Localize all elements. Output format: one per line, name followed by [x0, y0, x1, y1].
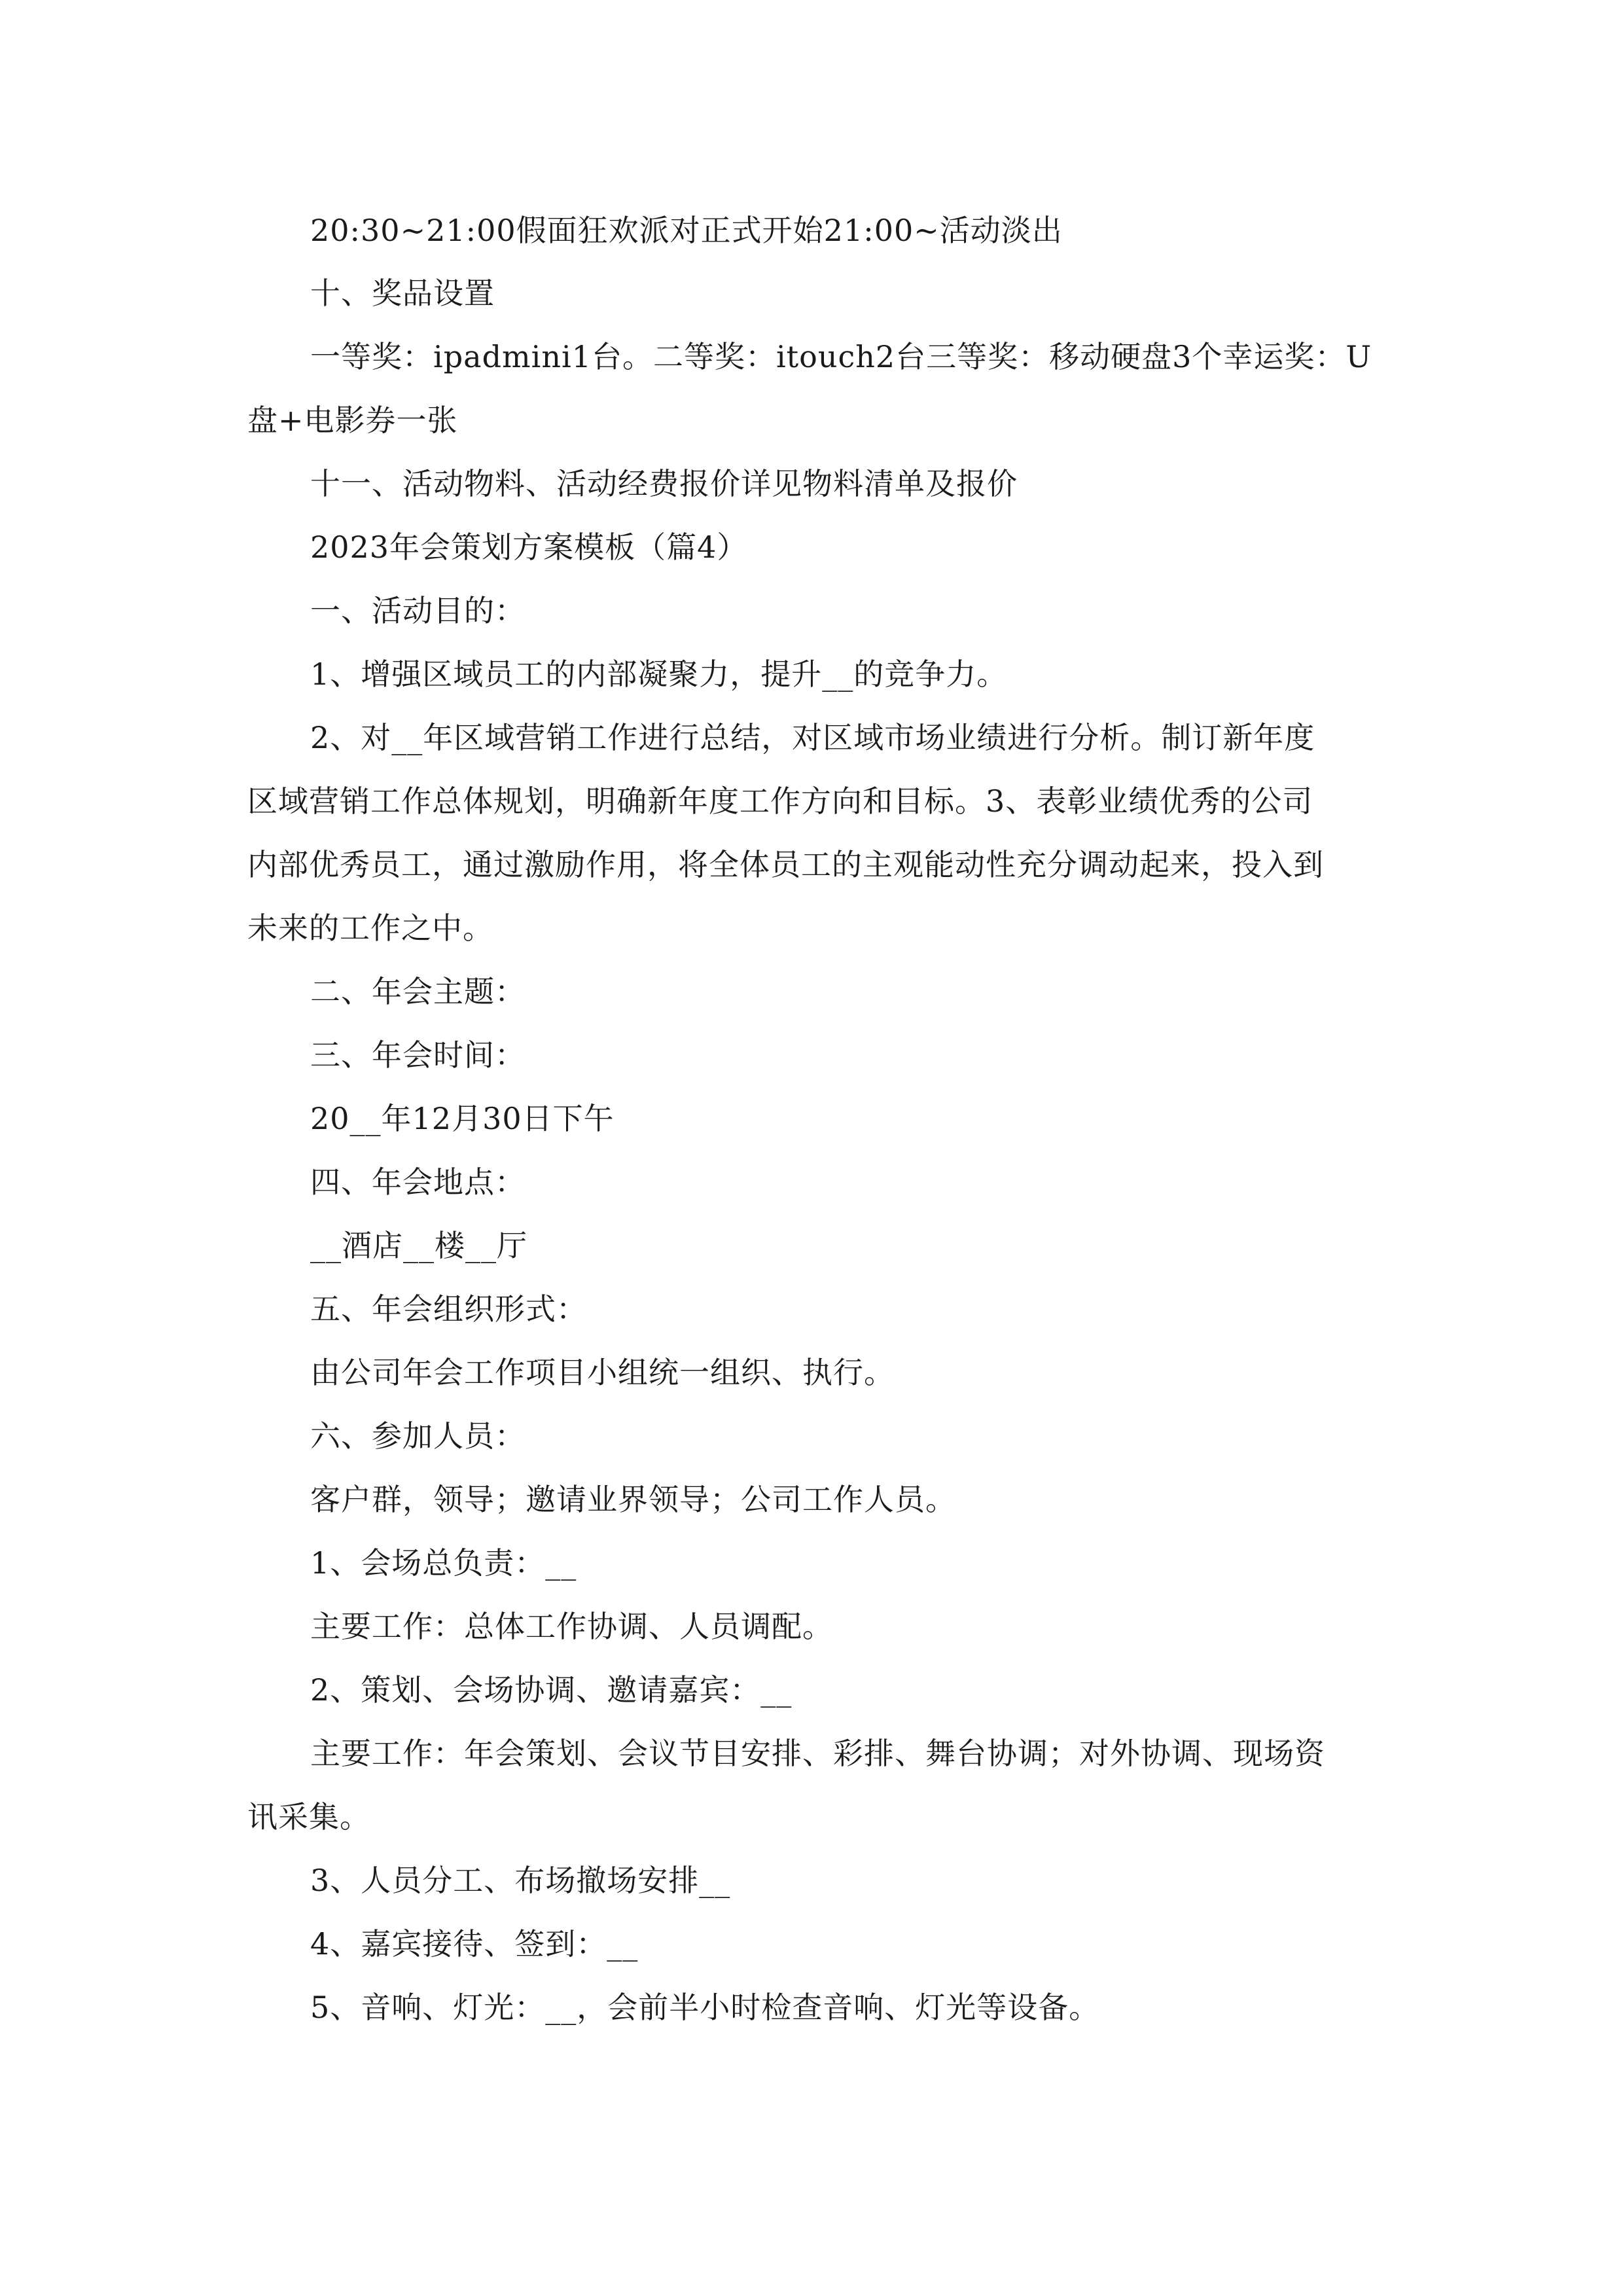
heading-purpose: 一、活动目的： — [310, 593, 526, 628]
text-line-role-5: 5、音响、灯光：__，会前半小时检查音响、灯光等设备。 — [310, 1990, 1100, 2025]
text-line-purpose-3-cont: 内部优秀员工，通过激励作用，将全体员工的主观能动性充分调动起来，投入到 — [247, 847, 1324, 882]
text-line-role-4: 4、嘉宾接待、签到：__ — [310, 1926, 639, 1962]
text-line-role-2: 2、策划、会场协调、邀请嘉宾：__ — [310, 1672, 793, 1708]
heading-prizes: 十、奖品设置 — [310, 276, 495, 311]
text-line-location: __酒店__楼__厅 — [310, 1228, 527, 1263]
heading-format: 五、年会组织形式： — [310, 1291, 587, 1327]
text-line-prizes: 一等奖：ipadmini1台。二等奖：itouch2台三等奖：移动硬盘3个幸运奖：U — [310, 339, 1372, 374]
heading-time: 三、年会时间： — [310, 1037, 526, 1073]
text-line-role-2-duties-cont: 讯采集。 — [247, 1799, 370, 1835]
text-line-participants: 客户群，领导；邀请业界领导；公司工作人员。 — [310, 1482, 956, 1517]
text-line-prizes-cont: 盘+电影券一张 — [247, 403, 458, 438]
text-line-role-3: 3、人员分工、布场撤场安排__ — [310, 1863, 731, 1898]
text-line-time: 20__年12月30日下午 — [310, 1101, 615, 1136]
text-line-role-1: 1、会场总负责：__ — [310, 1545, 577, 1581]
text-line-role-1-duties: 主要工作：总体工作协调、人员调配。 — [310, 1609, 833, 1644]
text-line-schedule: 20:30~21:00假面狂欢派对正式开始21:00~活动淡出 — [310, 213, 1063, 248]
heading-participants: 六、参加人员： — [310, 1418, 526, 1454]
section-title: 2023年会策划方案模板（篇4） — [310, 529, 748, 565]
heading-materials: 十一、活动物料、活动经费报价详见物料清单及报价 — [310, 466, 1018, 501]
heading-location: 四、年会地点： — [310, 1164, 526, 1200]
text-line-format: 由公司年会工作项目小组统一组织、执行。 — [310, 1355, 895, 1390]
text-line-purpose-3-end: 未来的工作之中。 — [247, 910, 493, 946]
heading-theme: 二、年会主题： — [310, 974, 526, 1009]
text-line-purpose-2-cont: 区域营销工作总体规划，明确新年度工作方向和目标。3、表彰业绩优秀的公司 — [247, 783, 1313, 819]
text-line-purpose-1: 1、增强区域员工的内部凝聚力，提升__的竞争力。 — [310, 656, 1008, 692]
text-line-role-2-duties: 主要工作：年会策划、会议节目安排、彩排、舞台协调；对外协调、现场资 — [310, 1736, 1325, 1771]
text-line-purpose-2: 2、对__年区域营销工作进行总结，对区域市场业绩进行分析。制订新年度 — [310, 720, 1315, 755]
